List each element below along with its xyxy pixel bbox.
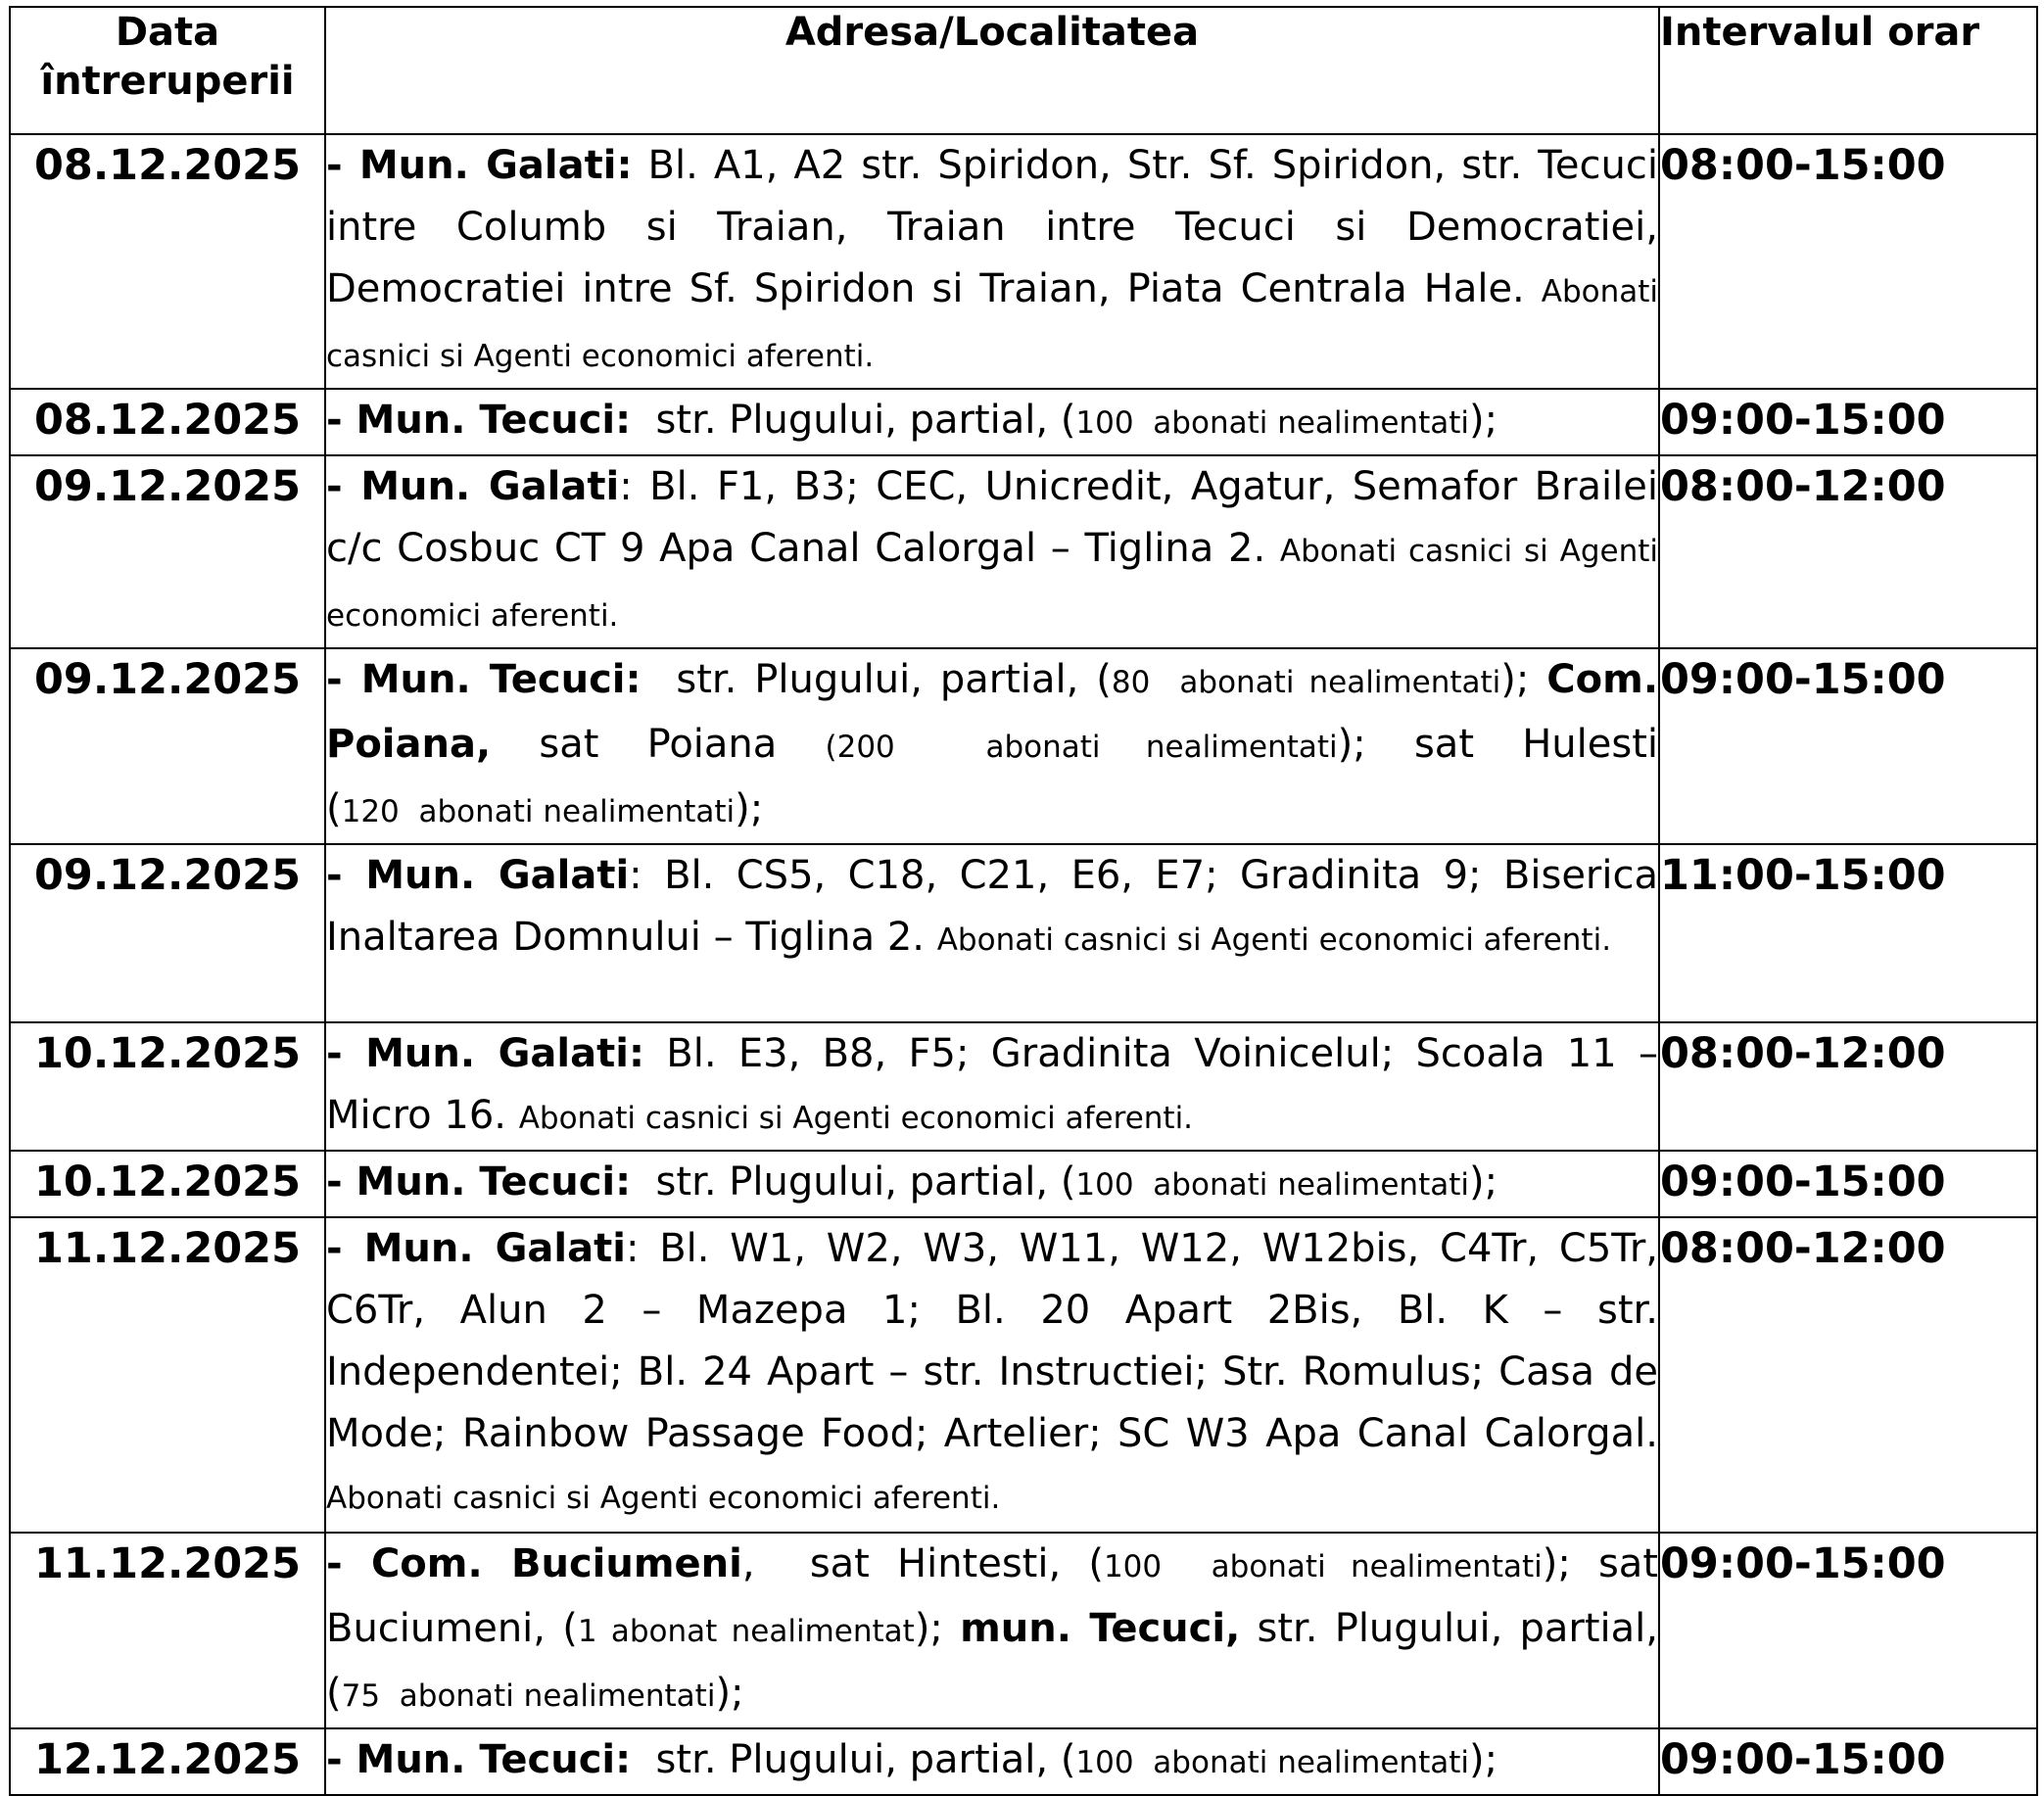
- outage-address: [325, 389, 1659, 455]
- locality-label: - Mun. Tecuci:: [326, 1737, 632, 1782]
- outage-interval: 09:00-15:00: [1659, 389, 2037, 455]
- outage-interval: 11:00-15:00: [1659, 844, 2037, 1022]
- consumers-count: 80 abonati nealimentati: [1111, 665, 1501, 700]
- table-row: [10, 455, 2037, 648]
- outage-interval: 09:00-15:00: [1659, 1533, 2037, 1728]
- consumers-count: 100 abonati nealimentati: [1075, 1745, 1469, 1780]
- table-row: [10, 134, 2037, 389]
- address-text: );: [1468, 1159, 1498, 1205]
- consumers-count: 75 abonati nealimentati: [341, 1678, 716, 1714]
- locality-label: - Mun. Tecuci:: [326, 398, 632, 443]
- table-row: [10, 648, 2037, 844]
- outage-address: [325, 1217, 1659, 1533]
- address-text: str. Plugului, partial, (: [631, 398, 1076, 443]
- outage-address: [325, 844, 1659, 1022]
- address-text: str. Plugului, partial, (: [641, 657, 1112, 702]
- outage-date: 11.12.2025: [10, 1533, 325, 1728]
- address-text: );: [1468, 398, 1498, 443]
- outage-schedule-table: [9, 6, 2038, 1796]
- table-row: [10, 844, 2037, 1022]
- address-text: : Bl. F1, B3; CEC, Unicredit, Agatur, Semafor Brailei c/c Cosbuc CT 9 Apa Canal Calorgal – Tiglina 2.: [326, 464, 1659, 571]
- address-text: );: [1500, 657, 1547, 702]
- outage-address: [325, 134, 1659, 389]
- outage-interval: 09:00-15:00: [1659, 648, 2037, 844]
- address-text: );: [715, 1671, 744, 1716]
- outage-address: [325, 1728, 1659, 1795]
- locality-label: - Com. Buciumeni: [326, 1541, 742, 1586]
- outage-interval: 08:00-12:00: [1659, 455, 2037, 648]
- outage-schedule-document: [9, 6, 2036, 1796]
- address-text: sat Poiana: [491, 722, 826, 767]
- outage-date: 12.12.2025: [10, 1728, 325, 1795]
- outage-address: [325, 648, 1659, 844]
- address-text: str. Plugului, partial, (: [631, 1159, 1076, 1205]
- outage-address: [325, 455, 1659, 648]
- table-row: [10, 1728, 2037, 1795]
- header-date: Data întreruperii: [10, 7, 325, 134]
- address-text: : Bl. W1, W2, W3, W11, W12, W12bis, C4Tr, C5Tr, C6Tr, Alun 2 – Mazepa 1; Bl. 20 Apart 2Bis, Bl. K – str. Independentei; Bl. 24 Apart – str. Instructiei; Str. Romulus; Casa de Mode; Rainbow Passage Food; Artelier; SC W3 Apa Canal Calorgal.: [326, 1226, 1659, 1456]
- table-row: [10, 1022, 2037, 1151]
- outage-address: [325, 1533, 1659, 1728]
- address-text: : Bl. CS5, C18, C21, E6, E7; Gradinita 9; Biserica Inaltarea Domnului – Tiglina 2.: [326, 853, 1658, 960]
- locality-label: mun. Tecuci,: [960, 1606, 1241, 1651]
- locality-label: - Mun. Galati: [326, 853, 630, 898]
- header-interval: Intervalul orar: [1659, 7, 2037, 134]
- outage-date: 08.12.2025: [10, 134, 325, 389]
- locality-label: - Mun. Galati:: [326, 1031, 644, 1076]
- locality-label: - Mun. Galati: [326, 464, 620, 509]
- outage-date: 11.12.2025: [10, 1217, 325, 1533]
- address-text: Bl. E3, B8, F5; Gradinita Voinicelul; Scoala 11 – Micro 16.: [326, 1031, 1659, 1138]
- consumers-note: Abonati casnici si Agenti economici aferenti.: [326, 274, 1658, 374]
- locality-label: - Mun. Tecuci:: [326, 1159, 632, 1205]
- address-text: str. Plugului, partial, (: [326, 1606, 1659, 1716]
- locality-label: Com. Poiana,: [326, 657, 1659, 767]
- outage-date: 09.12.2025: [10, 844, 325, 1022]
- outage-interval: 08:00-12:00: [1659, 1217, 2037, 1533]
- outage-date: 10.12.2025: [10, 1022, 325, 1151]
- consumers-note: Abonati casnici si Agenti economici aferenti.: [326, 534, 1658, 634]
- address-text: , sat Hintesti, (: [741, 1541, 1104, 1586]
- address-text: ); sat Hulesti (: [326, 722, 1659, 831]
- outage-date: 10.12.2025: [10, 1151, 325, 1217]
- outage-address: [325, 1151, 1659, 1217]
- locality-label: - Mun. Galati:: [326, 143, 633, 188]
- address-text: );: [735, 786, 764, 831]
- outage-date: 09.12.2025: [10, 455, 325, 648]
- consumers-count: 100 abonati nealimentati: [1075, 405, 1469, 441]
- consumers-note: Abonati casnici si Agenti economici aferenti.: [936, 922, 1612, 958]
- outage-interval: 09:00-15:00: [1659, 1728, 2037, 1795]
- consumers-note: Abonati casnici si Agenti economici aferenti.: [518, 1101, 1194, 1136]
- outage-interval: 09:00-15:00: [1659, 1151, 2037, 1217]
- consumers-count: (200 abonati nealimentati: [825, 730, 1338, 765]
- table-row: [10, 389, 2037, 455]
- consumers-count: 120 abonati nealimentati: [341, 794, 736, 829]
- table-row: [10, 1533, 2037, 1728]
- locality-label: - Mun. Galati: [326, 1226, 626, 1271]
- consumers-count: 100 abonati nealimentati: [1075, 1167, 1469, 1203]
- table-header-row: [10, 7, 2037, 134]
- consumers-count: 100 abonati nealimentati: [1103, 1549, 1543, 1584]
- outage-interval: 08:00-12:00: [1659, 1022, 2037, 1151]
- address-text: );: [914, 1606, 961, 1651]
- consumers-count: 1 abonat nealimentat: [577, 1614, 915, 1649]
- table-row: [10, 1151, 2037, 1217]
- address-text: ); sat Buciumeni, (: [326, 1541, 1658, 1651]
- address-text: str. Plugului, partial, (: [631, 1737, 1076, 1782]
- header-address: Adresa/Localitatea: [325, 7, 1659, 134]
- consumers-note: Abonati casnici si Agenti economici aferenti.: [326, 1481, 1001, 1516]
- address-text: Bl. A1, A2 str. Spiridon, Str. Sf. Spiridon, str. Tecuci intre Columb si Traian, Traian intre Tecuci si Democratiei, Democratiei intre Sf. Spiridon si Traian, Piata Centrala Hale.: [326, 143, 1658, 311]
- table-row: [10, 1217, 2037, 1533]
- outage-date: 09.12.2025: [10, 648, 325, 844]
- outage-address: [325, 1022, 1659, 1151]
- outage-date: 08.12.2025: [10, 389, 325, 455]
- outage-interval: 08:00-15:00: [1659, 134, 2037, 389]
- locality-label: - Mun. Tecuci:: [326, 657, 642, 702]
- address-text: );: [1468, 1737, 1498, 1782]
